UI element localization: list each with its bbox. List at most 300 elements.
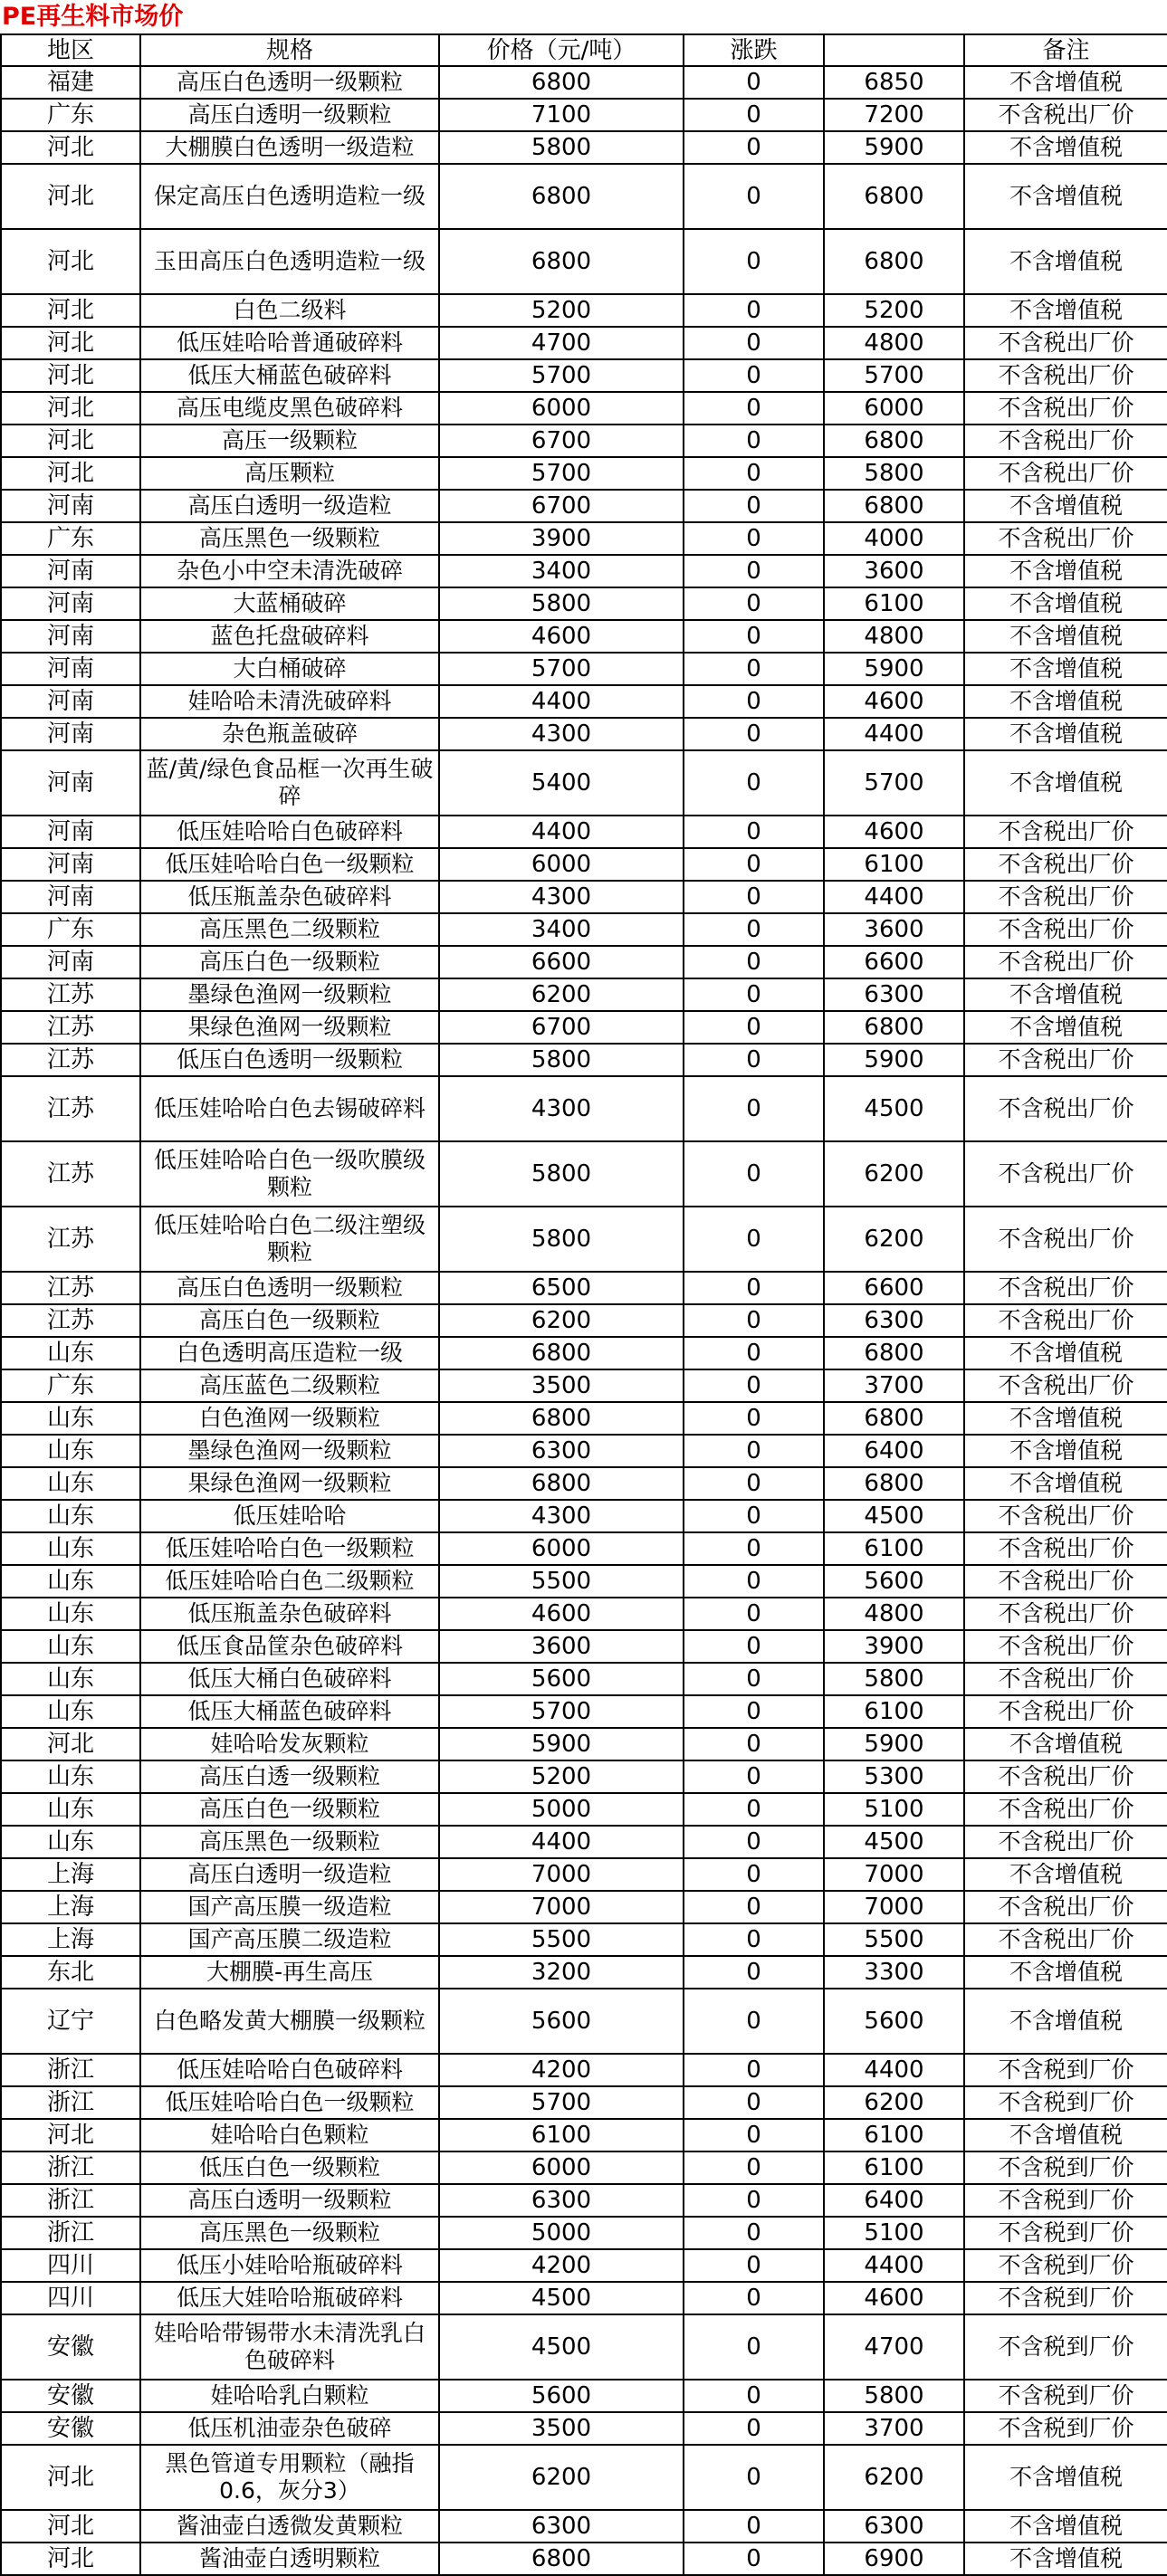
note-cell: 不含税到厂价: [964, 2151, 1167, 2184]
note-cell: 不含税出厂价: [964, 1272, 1167, 1304]
change-cell: 0: [684, 294, 824, 327]
header-spec: 规格: [140, 34, 439, 66]
note-cell: 不含增值税: [964, 653, 1167, 685]
spec-cell: 低压小娃哈哈瓶破碎料: [140, 2249, 439, 2282]
table-row: [1, 2543, 1167, 2575]
table-row: [1, 1728, 1167, 1760]
extra-price-cell: 5900: [824, 1044, 964, 1076]
price-cell: 3200: [439, 1956, 684, 1989]
table-row: [1, 913, 1167, 946]
price-cell: 6000: [439, 1532, 684, 1565]
extra-price-cell: 4600: [824, 816, 964, 848]
change-cell: 0: [684, 816, 824, 848]
table-row: [1, 1304, 1167, 1337]
region-cell: 广东: [1, 913, 140, 946]
table-row: [1, 359, 1167, 392]
table-row: [1, 1435, 1167, 1467]
change-cell: 0: [684, 327, 824, 359]
change-cell: 0: [684, 2380, 824, 2412]
region-cell: 江苏: [1, 1044, 140, 1076]
table-row: [1, 1532, 1167, 1565]
region-cell: 浙江: [1, 2151, 140, 2184]
change-cell: 0: [684, 2217, 824, 2249]
extra-price-cell: 7000: [824, 1891, 964, 1923]
price-cell: 6000: [439, 848, 684, 881]
note-cell: 不含增值税: [964, 2510, 1167, 2543]
table-row: [1, 131, 1167, 164]
price-cell: 5700: [439, 457, 684, 490]
price-cell: 3900: [439, 522, 684, 555]
region-cell: 河北: [1, 327, 140, 359]
note-cell: 不含税出厂价: [964, 1826, 1167, 1858]
header-region: 地区: [1, 34, 140, 66]
region-cell: 山东: [1, 1760, 140, 1793]
spec-cell: 低压机油壶杂色破碎: [140, 2412, 439, 2445]
change-cell: 0: [684, 1891, 824, 1923]
spec-cell: 高压白透一级颗粒: [140, 1760, 439, 1793]
change-cell: 0: [684, 1956, 824, 1989]
table-row: [1, 1989, 1167, 2054]
change-cell: 0: [684, 1858, 824, 1891]
extra-price-cell: 5100: [824, 2217, 964, 2249]
page-title: PE再生料市场价: [2, 3, 184, 31]
spec-cell: 低压白色透明一级颗粒: [140, 1044, 439, 1076]
price-cell: 5400: [439, 750, 684, 816]
note-cell: 不含税出厂价: [964, 392, 1167, 425]
change-cell: 0: [684, 1793, 824, 1826]
region-cell: 山东: [1, 1695, 140, 1728]
spec-cell: 高压黑色一级颗粒: [140, 1826, 439, 1858]
spec-cell: 低压瓶盖杂色破碎料: [140, 1598, 439, 1630]
region-cell: 河南: [1, 620, 140, 653]
extra-price-cell: 7200: [824, 99, 964, 131]
extra-price-cell: 3600: [824, 555, 964, 587]
change-cell: 0: [684, 2184, 824, 2217]
extra-price-cell: 5800: [824, 457, 964, 490]
extra-price-cell: 6600: [824, 1272, 964, 1304]
change-cell: 0: [684, 2086, 824, 2119]
extra-price-cell: 6800: [824, 164, 964, 229]
table-row: [1, 66, 1167, 99]
table-row: [1, 1630, 1167, 1663]
change-cell: 0: [684, 2445, 824, 2510]
note-cell: 不含税出厂价: [964, 1695, 1167, 1728]
table-row: [1, 1500, 1167, 1532]
table-row: [1, 2314, 1167, 2380]
extra-price-cell: 6800: [824, 1467, 964, 1500]
extra-price-cell: 6800: [824, 1011, 964, 1044]
table-row: [1, 1141, 1167, 1207]
extra-price-cell: 6100: [824, 2119, 964, 2151]
extra-price-cell: 5100: [824, 1793, 964, 1826]
spec-cell: 高压黑色二级颗粒: [140, 913, 439, 946]
price-cell: 5700: [439, 1695, 684, 1728]
change-cell: 0: [684, 457, 824, 490]
spec-cell: 低压娃哈哈白色去锡破碎料: [140, 1076, 439, 1141]
change-cell: 0: [684, 555, 824, 587]
extra-price-cell: 6400: [824, 2184, 964, 2217]
extra-price-cell: 6100: [824, 587, 964, 620]
change-cell: 0: [684, 359, 824, 392]
change-cell: 0: [684, 1826, 824, 1858]
spec-cell: 酱油壶白透明颗粒: [140, 2543, 439, 2575]
price-cell: 4400: [439, 685, 684, 718]
note-cell: 不含税出厂价: [964, 1663, 1167, 1695]
table-row: [1, 2282, 1167, 2314]
change-cell: 0: [684, 881, 824, 913]
note-cell: 不含税出厂价: [964, 1760, 1167, 1793]
spec-cell: 娃哈哈发灰颗粒: [140, 1728, 439, 1760]
note-cell: 不含税出厂价: [964, 359, 1167, 392]
note-cell: 不含税出厂价: [964, 881, 1167, 913]
price-cell: 3400: [439, 555, 684, 587]
note-cell: 不含增值税: [964, 294, 1167, 327]
extra-price-cell: 4800: [824, 620, 964, 653]
price-cell: 3600: [439, 1630, 684, 1663]
note-cell: 不含税出厂价: [964, 913, 1167, 946]
change-cell: 0: [684, 2314, 824, 2380]
region-cell: 河南: [1, 587, 140, 620]
table-row: [1, 1272, 1167, 1304]
change-cell: 0: [684, 522, 824, 555]
note-cell: 不含税出厂价: [964, 1598, 1167, 1630]
region-cell: 浙江: [1, 2086, 140, 2119]
note-cell: 不含增值税: [964, 685, 1167, 718]
spec-cell: 高压白透明一级造粒: [140, 1858, 439, 1891]
table-row: [1, 2217, 1167, 2249]
price-cell: 5800: [439, 1044, 684, 1076]
price-cell: 6800: [439, 1402, 684, 1435]
price-cell: 6000: [439, 392, 684, 425]
region-cell: 上海: [1, 1891, 140, 1923]
price-cell: 4700: [439, 327, 684, 359]
region-cell: 河南: [1, 848, 140, 881]
spec-cell: 低压娃哈哈白色一级吹膜级颗粒: [140, 1141, 439, 1207]
spec-cell: 大棚膜-再生高压: [140, 1956, 439, 1989]
note-cell: 不含税到厂价: [964, 2282, 1167, 2314]
note-cell: 不含增值税: [964, 1989, 1167, 2054]
price-cell: 6700: [439, 425, 684, 457]
extra-price-cell: 5700: [824, 359, 964, 392]
price-cell: 5200: [439, 1760, 684, 1793]
price-cell: 3500: [439, 1369, 684, 1402]
note-cell: 不含税到厂价: [964, 2217, 1167, 2249]
price-cell: 6300: [439, 2510, 684, 2543]
note-cell: 不含增值税: [964, 620, 1167, 653]
price-cell: 5900: [439, 1728, 684, 1760]
note-cell: 不含增值税: [964, 2119, 1167, 2151]
table-row: [1, 229, 1167, 294]
note-cell: 不含税出厂价: [964, 99, 1167, 131]
spec-cell: 高压一级颗粒: [140, 425, 439, 457]
change-cell: 0: [684, 587, 824, 620]
spec-cell: 高压白透明一级造粒: [140, 490, 439, 522]
price-cell: 3500: [439, 2412, 684, 2445]
change-cell: 0: [684, 946, 824, 978]
price-cell: 5500: [439, 1565, 684, 1598]
change-cell: 0: [684, 1695, 824, 1728]
price-cell: 6100: [439, 2119, 684, 2151]
spec-cell: 高压蓝色二级颗粒: [140, 1369, 439, 1402]
price-cell: 6800: [439, 229, 684, 294]
extra-price-cell: 4800: [824, 327, 964, 359]
change-cell: 0: [684, 1598, 824, 1630]
spec-cell: 杂色瓶盖破碎: [140, 718, 439, 750]
extra-price-cell: 4400: [824, 881, 964, 913]
change-cell: 0: [684, 2151, 824, 2184]
table-row: [1, 1858, 1167, 1891]
change-cell: 0: [684, 1272, 824, 1304]
extra-price-cell: 5800: [824, 1663, 964, 1695]
note-cell: 不含增值税: [964, 1467, 1167, 1500]
change-cell: 0: [684, 2510, 824, 2543]
table-row: [1, 2086, 1167, 2119]
note-cell: 不含增值税: [964, 1011, 1167, 1044]
price-cell: 5800: [439, 587, 684, 620]
table-row: [1, 1695, 1167, 1728]
price-cell: 4300: [439, 1076, 684, 1141]
region-cell: 河北: [1, 164, 140, 229]
region-cell: 江苏: [1, 1272, 140, 1304]
spec-cell: 墨绿色渔网一级颗粒: [140, 978, 439, 1011]
region-cell: 安徽: [1, 2314, 140, 2380]
extra-price-cell: 6100: [824, 2151, 964, 2184]
price-table: [0, 33, 1167, 2576]
change-cell: 0: [684, 1011, 824, 1044]
table-row: [1, 1598, 1167, 1630]
extra-price-cell: 3600: [824, 913, 964, 946]
note-cell: 不含税出厂价: [964, 1304, 1167, 1337]
table-row: [1, 1369, 1167, 1402]
extra-price-cell: 4500: [824, 1500, 964, 1532]
region-cell: 河南: [1, 946, 140, 978]
note-cell: 不含税出厂价: [964, 1141, 1167, 1207]
change-cell: 0: [684, 1337, 824, 1369]
table-row: [1, 1207, 1167, 1272]
extra-price-cell: 6300: [824, 1304, 964, 1337]
region-cell: 山东: [1, 1337, 140, 1369]
table-row: [1, 653, 1167, 685]
extra-price-cell: 6800: [824, 229, 964, 294]
note-cell: 不含税到厂价: [964, 2314, 1167, 2380]
extra-price-cell: 5900: [824, 131, 964, 164]
change-cell: 0: [684, 620, 824, 653]
region-cell: 山东: [1, 1663, 140, 1695]
region-cell: 山东: [1, 1826, 140, 1858]
note-cell: 不含增值税: [964, 1337, 1167, 1369]
spec-cell: 高压黑色一级颗粒: [140, 522, 439, 555]
table-row: [1, 620, 1167, 653]
extra-price-cell: 6400: [824, 1435, 964, 1467]
note-cell: 不含税出厂价: [964, 522, 1167, 555]
spec-cell: 高压白色一级颗粒: [140, 1304, 439, 1337]
extra-price-cell: 6800: [824, 425, 964, 457]
change-cell: 0: [684, 848, 824, 881]
extra-price-cell: 6600: [824, 946, 964, 978]
note-cell: 不含增值税: [964, 490, 1167, 522]
spec-cell: 大白桶破碎: [140, 653, 439, 685]
price-cell: 6800: [439, 1467, 684, 1500]
change-cell: 0: [684, 1207, 824, 1272]
header-extra: [824, 34, 964, 66]
table-row: [1, 587, 1167, 620]
table-row: [1, 1044, 1167, 1076]
note-cell: 不含增值税: [964, 978, 1167, 1011]
spec-cell: 低压娃哈哈白色破碎料: [140, 816, 439, 848]
extra-price-cell: 7000: [824, 1858, 964, 1891]
change-cell: 0: [684, 490, 824, 522]
spec-cell: 白色略发黄大棚膜一级颗粒: [140, 1989, 439, 2054]
table-row: [1, 978, 1167, 1011]
change-cell: 0: [684, 1565, 824, 1598]
spec-cell: 高压白透明一级颗粒: [140, 2184, 439, 2217]
price-cell: 3400: [439, 913, 684, 946]
note-cell: 不含税出厂价: [964, 1565, 1167, 1598]
spec-cell: 白色透明高压造粒一级: [140, 1337, 439, 1369]
price-cell: 5600: [439, 1663, 684, 1695]
extra-price-cell: 4400: [824, 718, 964, 750]
price-cell: 5800: [439, 1207, 684, 1272]
price-cell: 5600: [439, 2380, 684, 2412]
extra-price-cell: 4400: [824, 2249, 964, 2282]
price-cell: 4200: [439, 2249, 684, 2282]
region-cell: 四川: [1, 2249, 140, 2282]
extra-price-cell: 6800: [824, 1402, 964, 1435]
note-cell: 不含增值税: [964, 1956, 1167, 1989]
spec-cell: 低压娃哈哈普通破碎料: [140, 327, 439, 359]
extra-price-cell: 4400: [824, 2054, 964, 2086]
change-cell: 0: [684, 685, 824, 718]
change-cell: 0: [684, 2054, 824, 2086]
price-cell: 6600: [439, 946, 684, 978]
region-cell: 江苏: [1, 1076, 140, 1141]
table-row: [1, 392, 1167, 425]
region-cell: 河北: [1, 229, 140, 294]
note-cell: 不含增值税: [964, 1858, 1167, 1891]
region-cell: 河南: [1, 685, 140, 718]
price-cell: 4500: [439, 2282, 684, 2314]
change-cell: 0: [684, 66, 824, 99]
region-cell: 山东: [1, 1532, 140, 1565]
region-cell: 河北: [1, 392, 140, 425]
spec-cell: 低压娃哈哈白色一级颗粒: [140, 2086, 439, 2119]
spec-cell: 玉田高压白色透明造粒一级: [140, 229, 439, 294]
table-row: [1, 1891, 1167, 1923]
region-cell: 浙江: [1, 2054, 140, 2086]
region-cell: 安徽: [1, 2412, 140, 2445]
note-cell: 不含增值税: [964, 164, 1167, 229]
spec-cell: 墨绿色渔网一级颗粒: [140, 1435, 439, 1467]
note-cell: 不含税到厂价: [964, 2054, 1167, 2086]
price-cell: 6700: [439, 490, 684, 522]
extra-price-cell: 4500: [824, 1826, 964, 1858]
note-cell: 不含税出厂价: [964, 1369, 1167, 1402]
region-cell: 河北: [1, 131, 140, 164]
spec-cell: 高压颗粒: [140, 457, 439, 490]
note-cell: 不含税出厂价: [964, 457, 1167, 490]
table-row: [1, 1793, 1167, 1826]
change-cell: 0: [684, 1923, 824, 1956]
change-cell: 0: [684, 1435, 824, 1467]
price-cell: 6300: [439, 2184, 684, 2217]
table-row: [1, 2184, 1167, 2217]
spec-cell: 高压白透明一级颗粒: [140, 99, 439, 131]
table-row: [1, 2119, 1167, 2151]
price-cell: 4500: [439, 2314, 684, 2380]
spec-cell: 高压白色一级颗粒: [140, 946, 439, 978]
extra-price-cell: 6100: [824, 1532, 964, 1565]
region-cell: 河南: [1, 555, 140, 587]
region-cell: 河南: [1, 653, 140, 685]
spec-cell: 低压娃哈哈白色破碎料: [140, 2054, 439, 2086]
table-row: [1, 1956, 1167, 1989]
price-cell: 6200: [439, 1304, 684, 1337]
region-cell: 河南: [1, 718, 140, 750]
spec-cell: 白色二级料: [140, 294, 439, 327]
price-cell: 4600: [439, 620, 684, 653]
region-cell: 江苏: [1, 978, 140, 1011]
region-cell: 上海: [1, 1923, 140, 1956]
note-cell: 不含增值税: [964, 587, 1167, 620]
table-row: [1, 848, 1167, 881]
extra-price-cell: 4700: [824, 2314, 964, 2380]
spec-cell: 低压白色一级颗粒: [140, 2151, 439, 2184]
change-cell: 0: [684, 1304, 824, 1337]
table-row: [1, 816, 1167, 848]
spec-cell: 娃哈哈带锡带水未清洗乳白色破碎料: [140, 2314, 439, 2380]
extra-price-cell: 3700: [824, 2412, 964, 2445]
change-cell: 0: [684, 131, 824, 164]
extra-price-cell: 6200: [824, 2445, 964, 2510]
region-cell: 河南: [1, 490, 140, 522]
region-cell: 山东: [1, 1467, 140, 1500]
extra-price-cell: 5600: [824, 1565, 964, 1598]
price-cell: 6000: [439, 2151, 684, 2184]
region-cell: 广东: [1, 522, 140, 555]
spec-cell: 娃哈哈白色颗粒: [140, 2119, 439, 2151]
change-cell: 0: [684, 1467, 824, 1500]
price-cell: 5700: [439, 653, 684, 685]
spec-cell: 娃哈哈乳白颗粒: [140, 2380, 439, 2412]
table-row: [1, 490, 1167, 522]
change-cell: 0: [684, 229, 824, 294]
spec-cell: 大棚膜白色透明一级造粒: [140, 131, 439, 164]
change-cell: 0: [684, 750, 824, 816]
note-cell: 不含增值税: [964, 1435, 1167, 1467]
spec-cell: 大蓝桶破碎: [140, 587, 439, 620]
extra-price-cell: 3900: [824, 1630, 964, 1663]
table-row: [1, 1663, 1167, 1695]
price-cell: 4300: [439, 1500, 684, 1532]
change-cell: 0: [684, 1989, 824, 2054]
change-cell: 0: [684, 1076, 824, 1141]
table-row: [1, 685, 1167, 718]
region-cell: 江苏: [1, 1207, 140, 1272]
note-cell: 不含增值税: [964, 2543, 1167, 2575]
region-cell: 河北: [1, 2119, 140, 2151]
note-cell: 不含税出厂价: [964, 1500, 1167, 1532]
table-row: [1, 750, 1167, 816]
region-cell: 河北: [1, 425, 140, 457]
change-cell: 0: [684, 1532, 824, 1565]
extra-price-cell: 6100: [824, 848, 964, 881]
region-cell: 四川: [1, 2282, 140, 2314]
note-cell: 不含增值税: [964, 750, 1167, 816]
change-cell: 0: [684, 978, 824, 1011]
note-cell: 不含税出厂价: [964, 1532, 1167, 1565]
header-price: 价格（元/吨）: [439, 34, 684, 66]
change-cell: 0: [684, 2543, 824, 2575]
